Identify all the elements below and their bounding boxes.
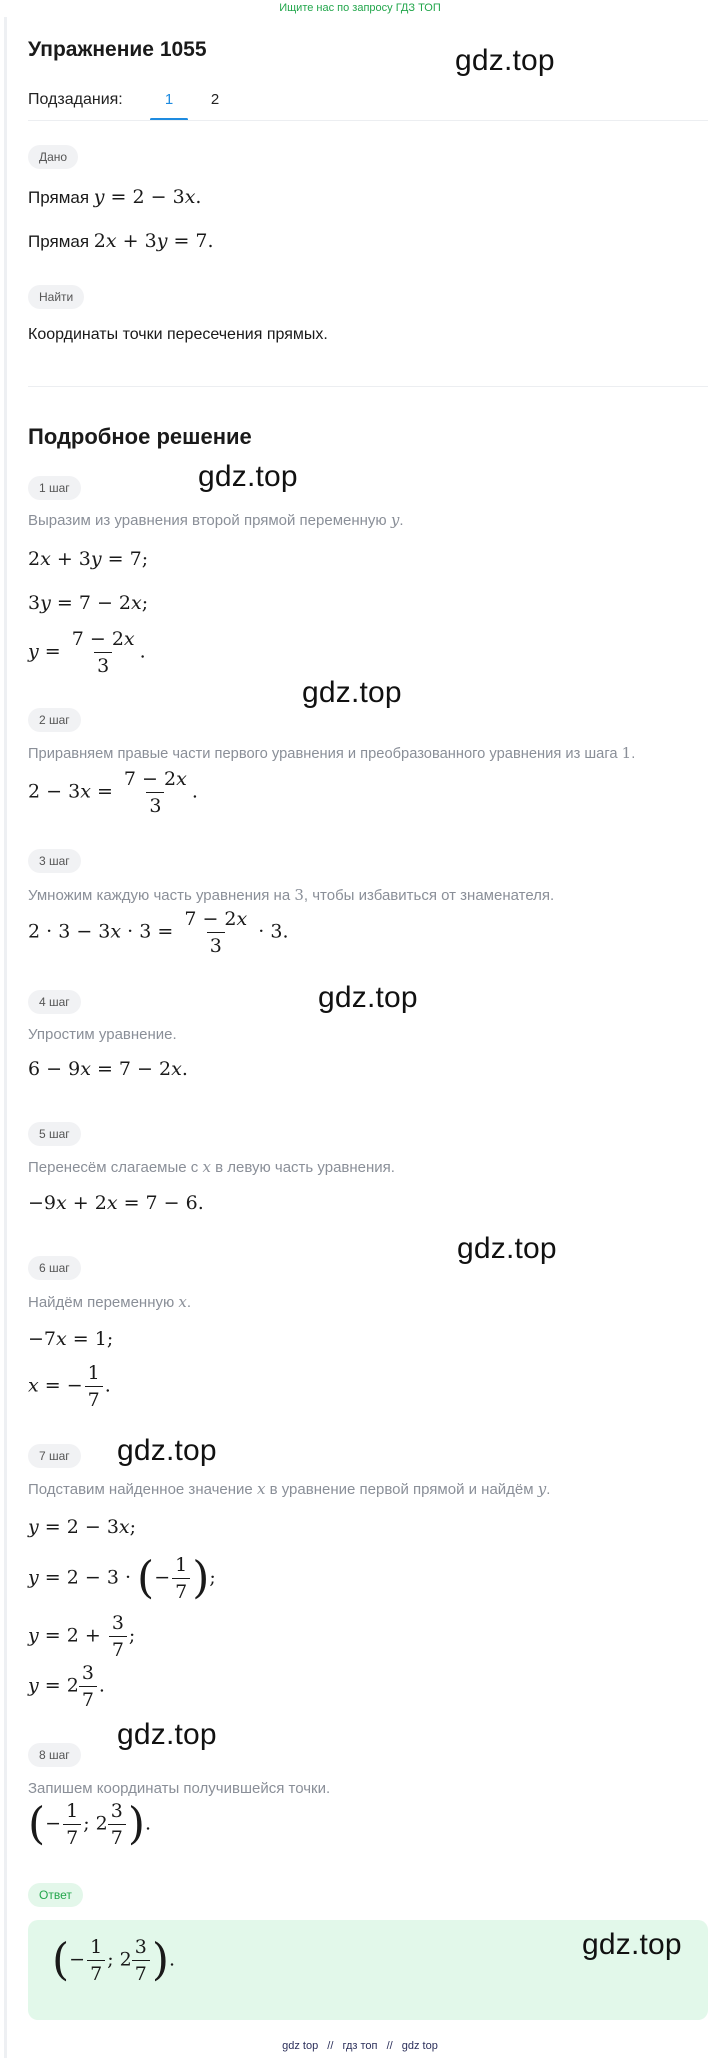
- search-notice-link[interactable]: Ищите нас по запросу ГДЗ ТОП: [279, 2, 441, 14]
- footer-separator: //: [386, 2040, 393, 2052]
- footer-separator: //: [327, 2040, 334, 2052]
- step-3-pill: 3 шаг: [28, 849, 81, 873]
- watermark: gdz.top: [117, 1718, 217, 1751]
- watermark: gdz.top: [455, 44, 555, 77]
- divider: [28, 120, 708, 121]
- step-3-hint: Умножим каждую часть уравнения на 3, чтобы избавиться от знаменателя.: [28, 886, 555, 904]
- step-8-hint: Запишем координаты получившейся точки.: [28, 1780, 331, 1797]
- step-7-hint: Подставим найденное значение x в уравнение первой прямой и найдём y.: [28, 1480, 551, 1498]
- step-7-eq-3: y = 2 + $\frac{3}{7}$ ;: [28, 1612, 136, 1661]
- step-1-eq-3: y = $\frac{7 - 2x}{3}$ .: [28, 628, 146, 677]
- step-8-pill: 8 шаг: [28, 1743, 81, 1767]
- footer-link[interactable]: гдз топ: [342, 2040, 378, 2052]
- step-6-hint: Найдём переменную x.: [28, 1293, 192, 1311]
- step-7-eq-2: y = 2 − 3 · (− $\frac{1}{7}$ );: [28, 1552, 216, 1604]
- step-8-eq: (− $\frac{1}{7}$ ; 2 $\frac{3}{7}$ ).: [28, 1798, 152, 1850]
- step-2-hint: Приравняем правые части первого уравнения и преобразованного уравнения из шага 1.: [28, 744, 636, 762]
- subtasks-label: Подзадания:: [28, 91, 123, 108]
- step-1-eq-1: 2x + 3y = 7;: [28, 548, 149, 570]
- watermark: gdz.top: [198, 460, 298, 493]
- watermark: gdz.top: [117, 1434, 217, 1467]
- watermark: gdz.top: [457, 1232, 557, 1265]
- step-6-eq-1: −7x = 1;: [28, 1328, 114, 1350]
- step-2-eq: 2 − 3x = $\frac{7 - 2x}{3}$ .: [28, 768, 198, 817]
- watermark: gdz.top: [318, 981, 418, 1014]
- step-7-eq-1: y = 2 − 3x;: [28, 1516, 137, 1538]
- given-pill: Дано: [28, 145, 78, 169]
- find-text: Координаты точки пересечения прямых.: [28, 326, 328, 343]
- watermark: gdz.top: [582, 1928, 682, 1961]
- step-1-hint: Выразим из уравнения второй прямой переменную y.: [28, 511, 404, 529]
- step-2-pill: 2 шаг: [28, 708, 81, 732]
- step-1-pill: 1 шаг: [28, 476, 81, 500]
- answer-value: (− $\frac{1}{7}$ ; 2 $\frac{3}{7}$ ).: [52, 1934, 176, 1986]
- step-5-eq: −9x + 2x = 7 − 6.: [28, 1192, 204, 1214]
- find-pill: Найти: [28, 285, 84, 309]
- subtask-tab-2[interactable]: 2: [210, 91, 220, 108]
- step-1-eq-2: 3y = 7 − 2x;: [28, 592, 149, 614]
- given-line-1: Прямая y = 2 − 3x.: [28, 186, 202, 208]
- page-title: Упражнение 1055: [28, 38, 207, 61]
- given-line-2: Прямая 2x + 3y = 7.: [28, 230, 214, 252]
- footer-link[interactable]: gdz top: [282, 2040, 319, 2052]
- subtask-tab-1[interactable]: 1: [164, 91, 174, 108]
- step-5-hint: Перенесём слагаемые с x в левую часть уравнения.: [28, 1158, 395, 1176]
- step-4-pill: 4 шаг: [28, 990, 81, 1014]
- footer-links: [0, 2040, 720, 2052]
- step-5-pill: 5 шаг: [28, 1122, 81, 1146]
- step-4-hint: Упростим уравнение.: [28, 1026, 177, 1043]
- step-3-eq: 2 · 3 − 3x · 3 = $\frac{7 - 2x}{3}$ · 3.: [28, 908, 289, 957]
- step-6-pill: 6 шаг: [28, 1256, 81, 1280]
- step-6-eq-2: x = − $\frac{1}{7}$ .: [28, 1362, 111, 1411]
- watermark: gdz.top: [302, 676, 402, 709]
- footer-link[interactable]: gdz top: [401, 2040, 438, 2052]
- answer-pill: Ответ: [28, 1883, 83, 1907]
- step-7-pill: 7 шаг: [28, 1444, 81, 1468]
- solution-title: Подробное решение: [28, 424, 252, 449]
- divider: [28, 386, 708, 387]
- step-7-eq-4: y = 2 $\frac{3}{7}$ .: [28, 1662, 105, 1711]
- step-4-eq: 6 − 9x = 7 − 2x.: [28, 1058, 188, 1080]
